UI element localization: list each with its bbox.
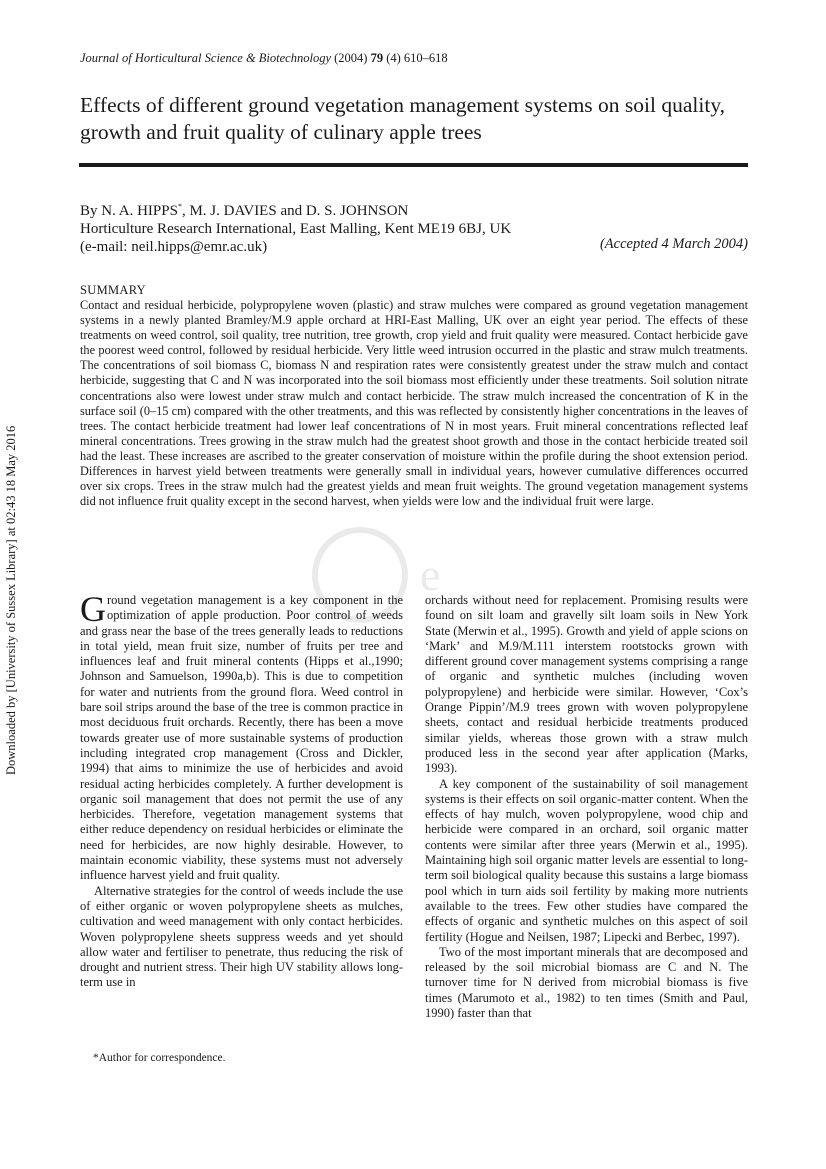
journal-name: Journal of Horticultural Science & Biotechnology <box>80 51 331 65</box>
summary-text: Contact and residual herbicide, polypropylene woven (plastic) and straw mulches were compared as ground vegetation management systems in a newly planted Bramley/M.9 apple orchard at HRI-East Malling, UK over an eight year period. The effects of these treatments on weed control, soil quality, tree nutrition, tree growth, crop yield and fruit quality were measured. Contact herbicide gave the poorest weed control, followed by residual herbicide. Very little weed intrusion occurred in the plastic and straw mulch treatments. The concentrations of soil biomass C, biomass N and respiration rates were consistently greatest under the straw mulch and contact herbicide, suggesting that C and N was incorporated into the soil biomass most efficiently under these treatments. Soil solution nitrate concentrations also were lowest under straw mulch and contact herbicide. The straw mulch increased the concentration of K in the surface soil (0–15 cm) compared with the other treatments, and this was reflected by consistently higher concentrations in the leaves of trees. The contact herbicide treatment had lower leaf concentrations of N in most years. Fruit mineral concentrations reflected leaf mineral concentrations. Trees growing in the straw mulch had the greatest shoot growth and those in the contact herbicide treated soil had the least. These increases are ascribed to the greater conservation of moisture within the profile during the shoot extension period. Differences in harvest yield between treatments were generally small in individual years, however cumulative differences occurred over six crops. Trees in the straw mulch had the greatest yields and mean fruit weights. The ground vegetation management systems did not influence fruit quality except in the second harvest, when yields were low and the individual fruit were large. <box>80 298 748 509</box>
paper-title: Effects of different ground vegetation management systems on soil quality, growth and fruit quality of culinary apple trees <box>80 93 726 144</box>
body-column-right <box>425 593 748 1021</box>
download-stamp: Downloaded by [University of Sussex Library] at 02:43 18 May 2016 <box>4 425 18 775</box>
summary-heading: SUMMARY <box>80 283 147 297</box>
journal-year: (2004) <box>334 51 368 65</box>
accepted-date: (Accepted 4 March 2004) <box>599 236 748 252</box>
author-block <box>80 198 511 256</box>
body-paragraph: Two of the most important minerals that are decomposed and released by the soil microbial biomass are C and N. The turnover time for N derived from microbial biomass is five times (Marumoto et al., 1982) to ten times (Smith and Paul, 1990) faster than that <box>425 944 748 1021</box>
body-paragraph: A key component of the sustainability of soil management systems is their effects on soil organic-matter content. When the effects of hay mulch, woven polypropylene, wood chip and herbicide were compared in an orchard, soil organic matter contents were similar after three years (Merwin et al., 1995). Maintaining high soil organic matter levels are essential to long-term soil biological quality because this sustains a large biomass pool which in turn aids soil fertility by making more nutrients available to the trees. Few other studies have compared the effects of organic and synthetic mulches on this aspect of soil fertility (Hogue and Neilsen, 1987; Lipecki and Berbec, 1997). <box>425 776 748 944</box>
body-paragraph: orchards without need for replacement. Promising results were found on silt loam and gravelly silt loam soils in New York State (Merwin et al., 1995). Growth and yield of apple scions on ‘Mark’ and M.9/M.111 interstem rootstocks grown with different ground cover management systems comprising a range of organic and synthetic mulches (including woven polypropylene) and herbicide were similar. However, ‘Cox’s Orange Pippin’/M.9 trees grown with woven polypropylene sheets, contact and residual herbicide treatments produced similar yields, whereas those grown with a straw mulch produced less in the second year after application (Marks, 1993). <box>425 593 748 776</box>
author-footnote: *Author for correspondence. <box>93 1052 226 1064</box>
body-paragraph: Alternative strategies for the control of weeds include the use of either organic or woven polypropylene sheets as mulches, cultivation and weed management with only contact herbicides. Woven polypropylene sheets suppress weeds and yet should allow water and fertiliser to penetrate, thus reducing the risk of drought and nutrient stress. Their high UV stability allows long-term use in <box>80 883 403 990</box>
title-rule <box>79 163 748 167</box>
email: (e-mail: neil.hipps@emr.ac.uk) <box>80 239 268 255</box>
byline: By N. A. HIPPS*, M. J. DAVIES and D. S. JOHNSON <box>80 202 409 219</box>
journal-volume: 79 <box>370 51 384 65</box>
body-column-left <box>80 589 403 991</box>
journal-pages: (4) 610–618 <box>386 51 448 65</box>
journal-citation <box>80 51 448 66</box>
svg-text:e: e <box>420 549 441 600</box>
intro-paragraph: Ground vegetation management is a key component in the optimization of apple production. Poor control of weeds and grass near the base of the trees generally leads to reductions in total yield, mean fruit size, number of fruits per tree and influences leaf and fruit mineral contents (Hipps et al.,1990; Johnson and Samuelson, 1990a,b). This is due to competition for water and nutrients from the ground flora. Weed control in bare soil strips around the base of the tree is common practice in most deciduous fruit orchards. Recently, there has been a move towards greater use of more sustainable systems of production including integrated crop management (Cross and Dickler, 1994) that aims to minimize the use of herbicides and avoid residual acting herbicides completely. A further development is organic soil management that does not permit the use of any herbicides. Therefore, vegetation management systems that either reduce dependency on residual herbicides or eliminate the need for herbicides, are now highly desirable. However, to maintain economic viability, these systems must not adversely influence harvest yield and fruit quality. <box>80 589 403 883</box>
drop-cap: G <box>80 589 106 629</box>
affiliation: Horticulture Research International, East Malling, Kent ME19 6BJ, UK <box>80 221 512 237</box>
